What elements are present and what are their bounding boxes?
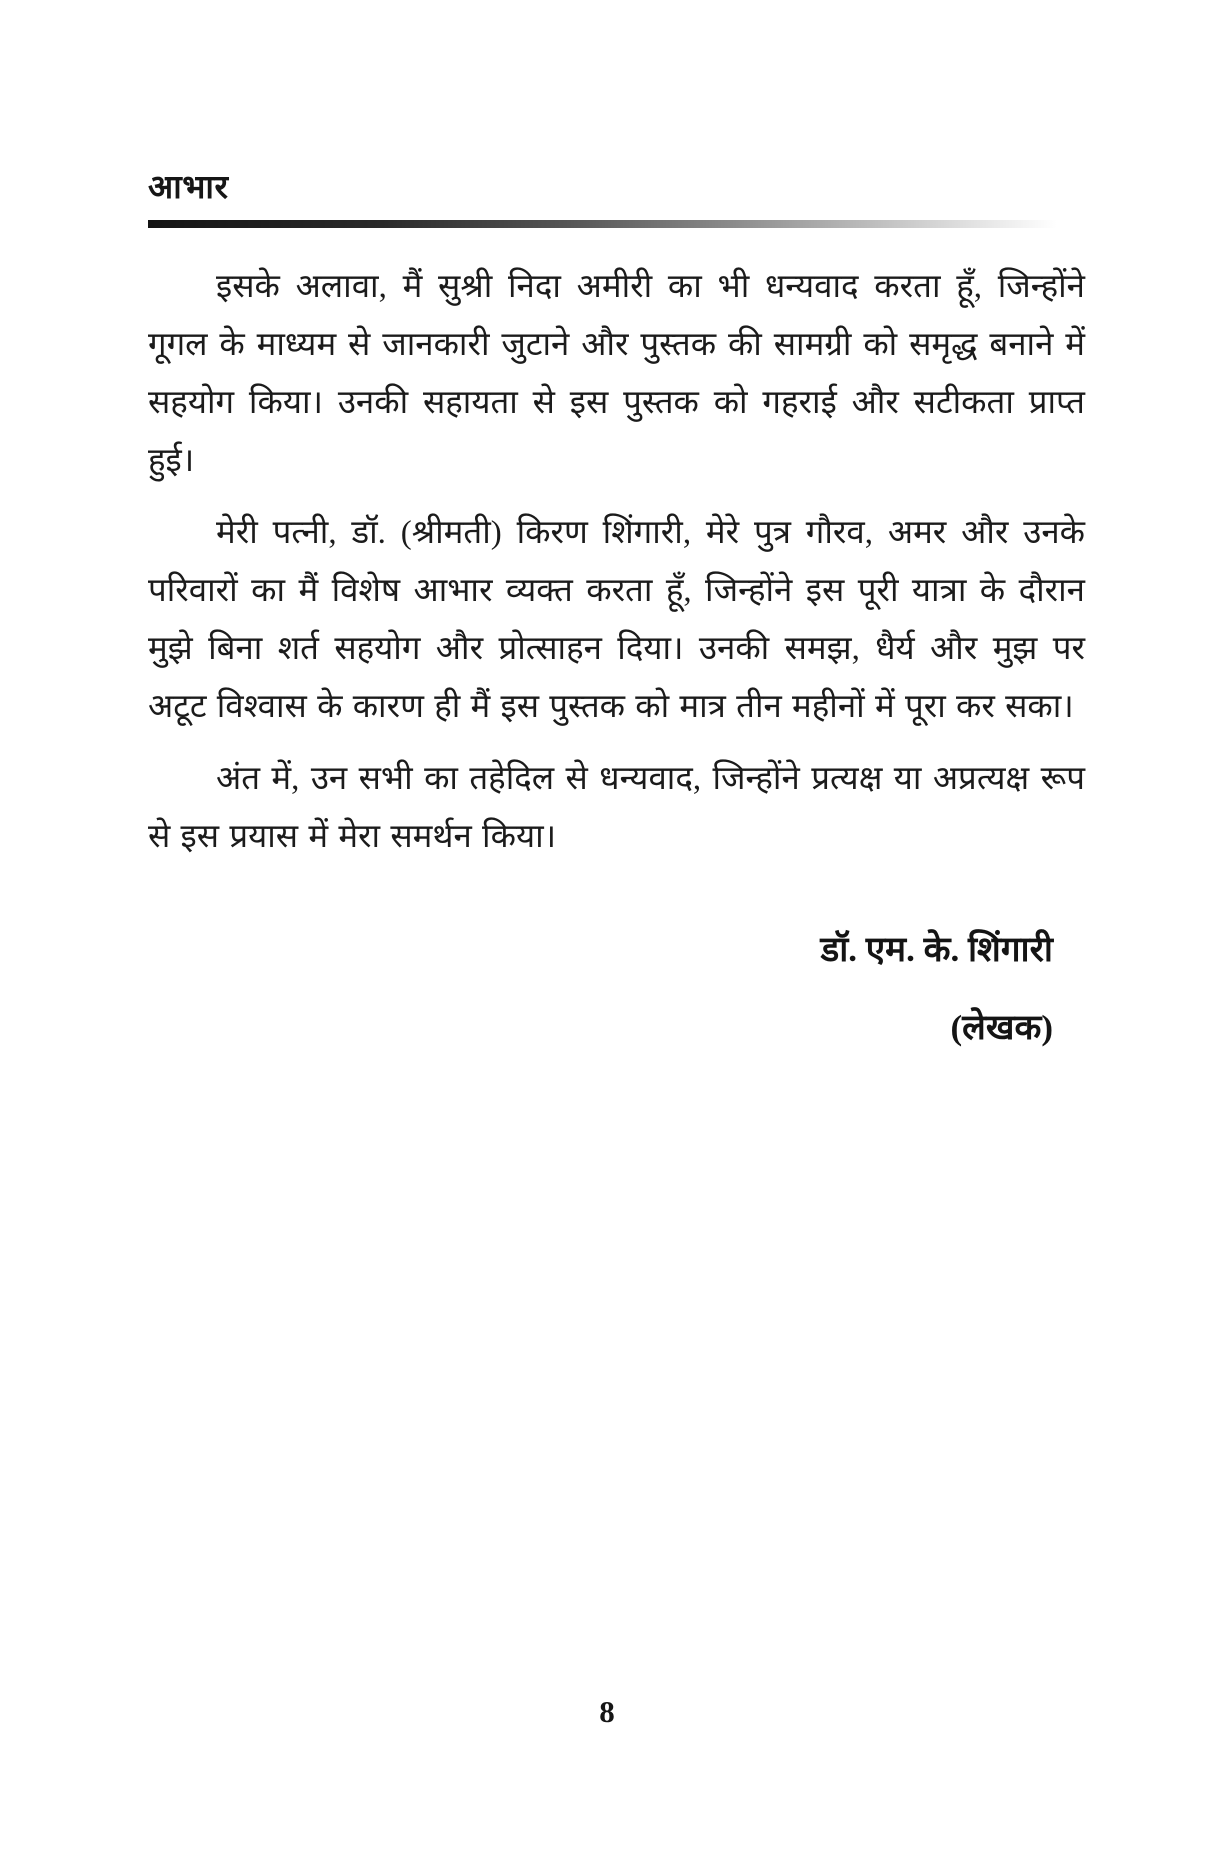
page-number: 8 [599, 1694, 615, 1729]
signature-author-role: (लेखक) [950, 1008, 1053, 1047]
signature-author-name: डॉ. एम. के. शिंगारी [820, 930, 1053, 969]
signature-block [148, 928, 1085, 1050]
paragraph-acknowledgement-2: मेरी पत्नी, डॉ. (श्रीमती) किरण शिंगारी, मेरे पुत्र गौरव, अमर और उनके परिवारों का मैं विशेष आभार व्यक्त करता हूँ, जिन्होंने इस पूरी यात्रा के दौरान मुझे बिना शर्त सहयोग और प्रोत्साहन दिया। उनकी समझ, धैर्य और मुझ पर अटूट विश्वास के कारण ही मैं इस पुस्तक को मात्र तीन महीनों में पूरा कर सका। [148, 515, 1085, 725]
chapter-title: आभार [148, 170, 229, 206]
body-text [148, 258, 1085, 866]
title-divider-rule [148, 220, 1085, 228]
paragraph-acknowledgement-3: अंत में, उन सभी का तहेदिल से धन्यवाद, जिन्होंने प्रत्यक्ष या अप्रत्यक्ष रूप से इस प्रयास में मेरा समर्थन किया। [148, 761, 1085, 855]
document-page [148, 168, 1085, 1050]
paragraph-acknowledgement-1: इसके अलावा, मैं सुश्री निदा अमीरी का भी धन्यवाद करता हूँ, जिन्होंने गूगल के माध्यम से जानकारी जुटाने और पुस्तक की सामग्री को समृद्ध बनाने में सहयोग किया। उनकी सहायता से इस पुस्तक को गहराई और सटीकता प्राप्त हुई। [148, 269, 1085, 479]
